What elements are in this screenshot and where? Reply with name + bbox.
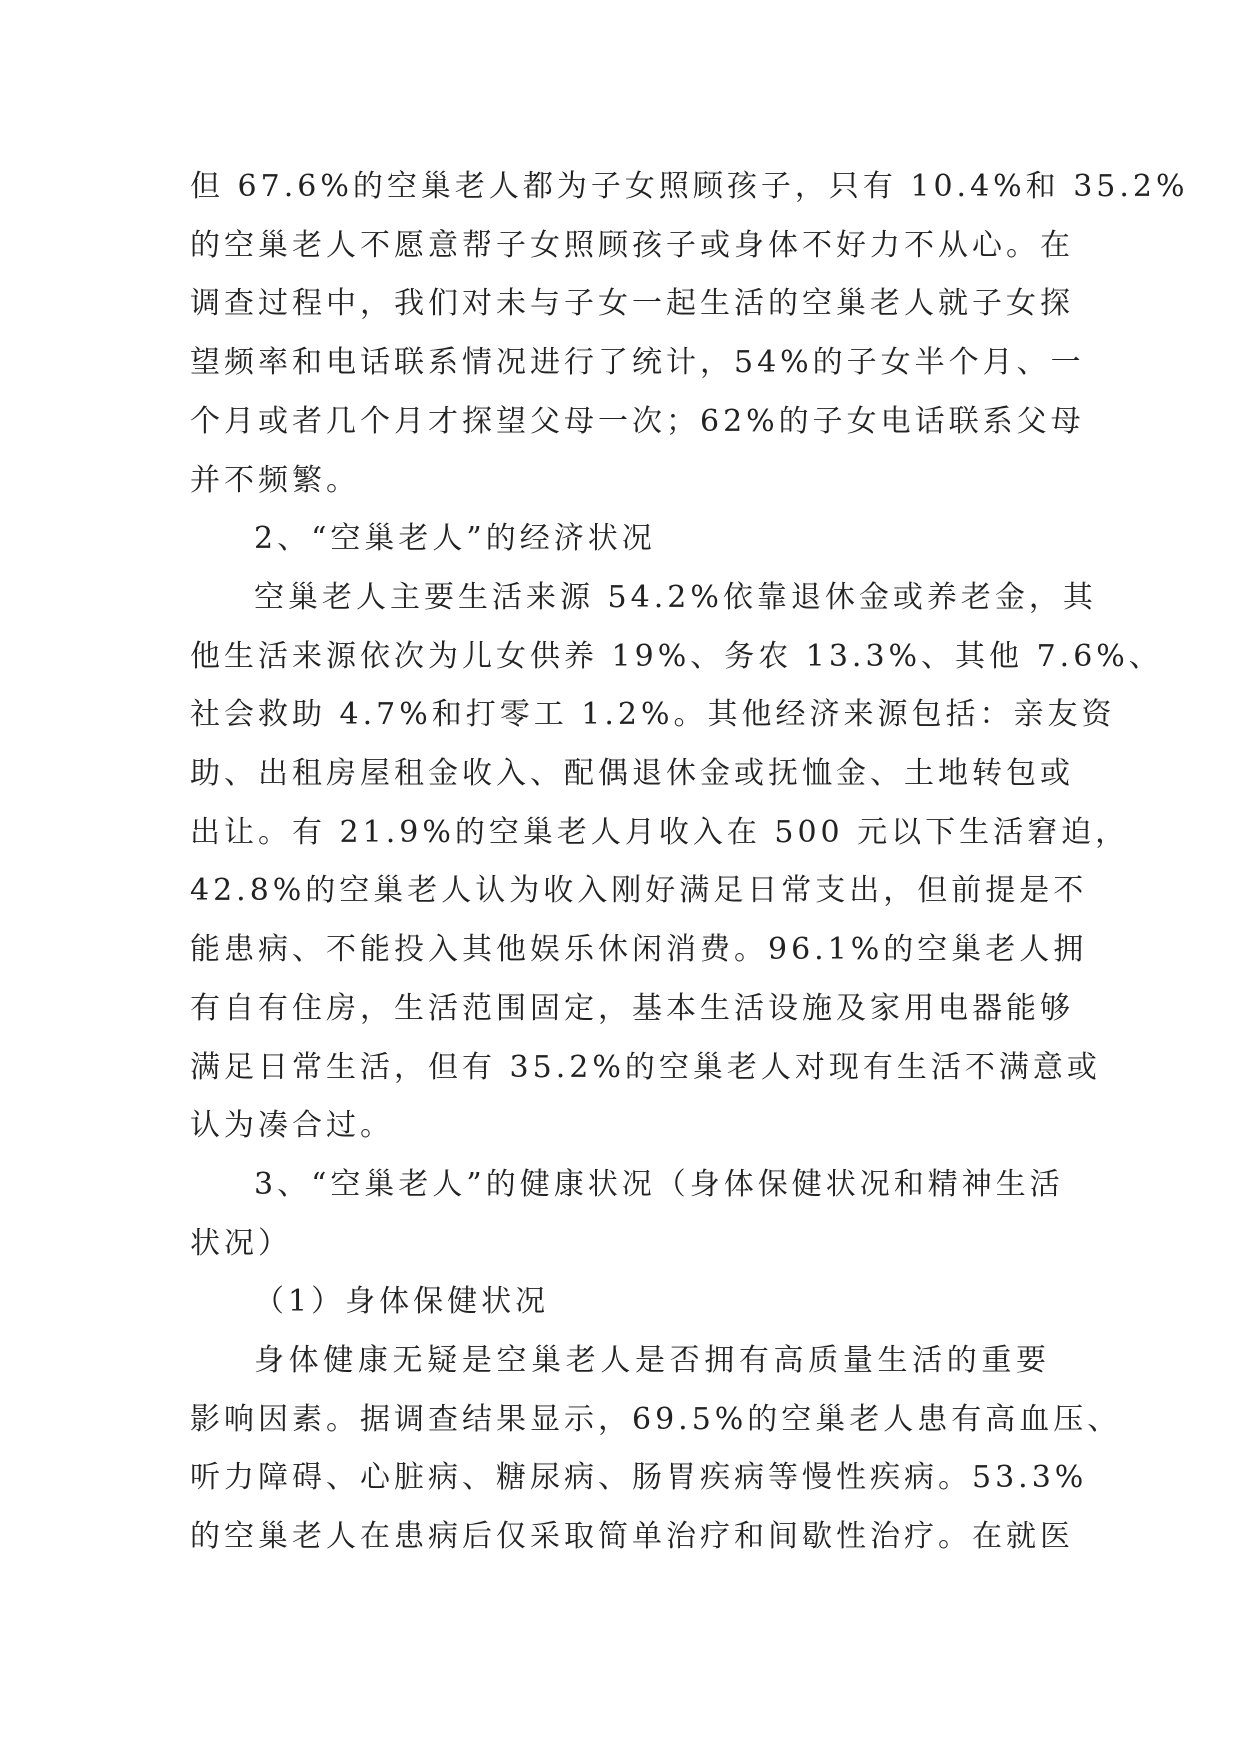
text-line: 望频率和电话联系情况进行了统计，54%的子女半个月、一 [190, 345, 1085, 381]
text-line: 身体健康无疑是空巢老人是否拥有高质量生活的重要 [254, 1343, 1050, 1379]
document-body [190, 158, 1189, 1567]
text-line: 的空巢老人在患病后仅采取简单治疗和间歇性治疗。在就医 [190, 1519, 1074, 1555]
text-line: 他生活来源依次为儿女供养 19%、务农 13.3%、其他 7.6%、 [190, 638, 1163, 674]
text-line: 满足日常生活，但有 35.2%的空巢老人对现有生活不满意或 [190, 1049, 1101, 1085]
text-line: 个月或者几个月才探望父母一次；62%的子女电话联系父母 [190, 403, 1085, 439]
heading-line: 3、“空巢老人”的健康状况（身体保健状况和精神生活 [254, 1166, 1064, 1202]
text-line: 认为凑合过。 [190, 1108, 394, 1144]
text-line: 有自有住房，生活范围固定，基本生活设施及家用电器能够 [190, 990, 1074, 1026]
subsection-heading-physical [190, 1273, 1050, 1332]
text-line: 能患病、不能投入其他娱乐休闲消费。96.1%的空巢老人拥 [190, 932, 1088, 968]
heading-line: 状况） [190, 1225, 292, 1261]
paragraph-physical-health [190, 1332, 1122, 1567]
text-line: 空巢老人主要生活来源 54.2%依靠退休金或养老金，其 [254, 579, 1097, 615]
section-heading-health [190, 1156, 1064, 1273]
text-line: 调查过程中，我们对未与子女一起生活的空巢老人就子女探 [190, 286, 1074, 322]
text-line: 助、出租房屋租金收入、配偶退休金或抚恤金、土地转包或 [190, 756, 1074, 792]
text-line: 社会救助 4.7%和打零工 1.2%。其他经济来源包括：亲友资 [190, 697, 1116, 733]
text-line: 出让。有 21.9%的空巢老人月收入在 500 元以下生活窘迫， [190, 814, 1130, 850]
section-heading-economic [190, 510, 1050, 569]
text-line: 影响因素。据调查结果显示，69.5%的空巢老人患有高血压、 [190, 1401, 1122, 1437]
text-line: 的空巢老人不愿意帮子女照顾孩子或身体不好力不从心。在 [190, 227, 1074, 263]
paragraph-childcare-visits [190, 158, 1189, 510]
heading-line: 2、“空巢老人”的经济状况 [254, 521, 656, 557]
text-line: 听力障碍、心脏病、糖尿病、肠胃疾病等慢性疾病。53.3% [190, 1460, 1088, 1496]
text-line: 42.8%的空巢老人认为收入刚好满足日常支出，但前提是不 [190, 873, 1088, 909]
paragraph-economic [190, 569, 1163, 1156]
heading-line: （1）身体保健状况 [254, 1284, 550, 1320]
text-line: 并不频繁。 [190, 462, 360, 498]
text-line: 但 67.6%的空巢老人都为子女照顾孩子，只有 10.4%和 35.2% [190, 169, 1189, 204]
